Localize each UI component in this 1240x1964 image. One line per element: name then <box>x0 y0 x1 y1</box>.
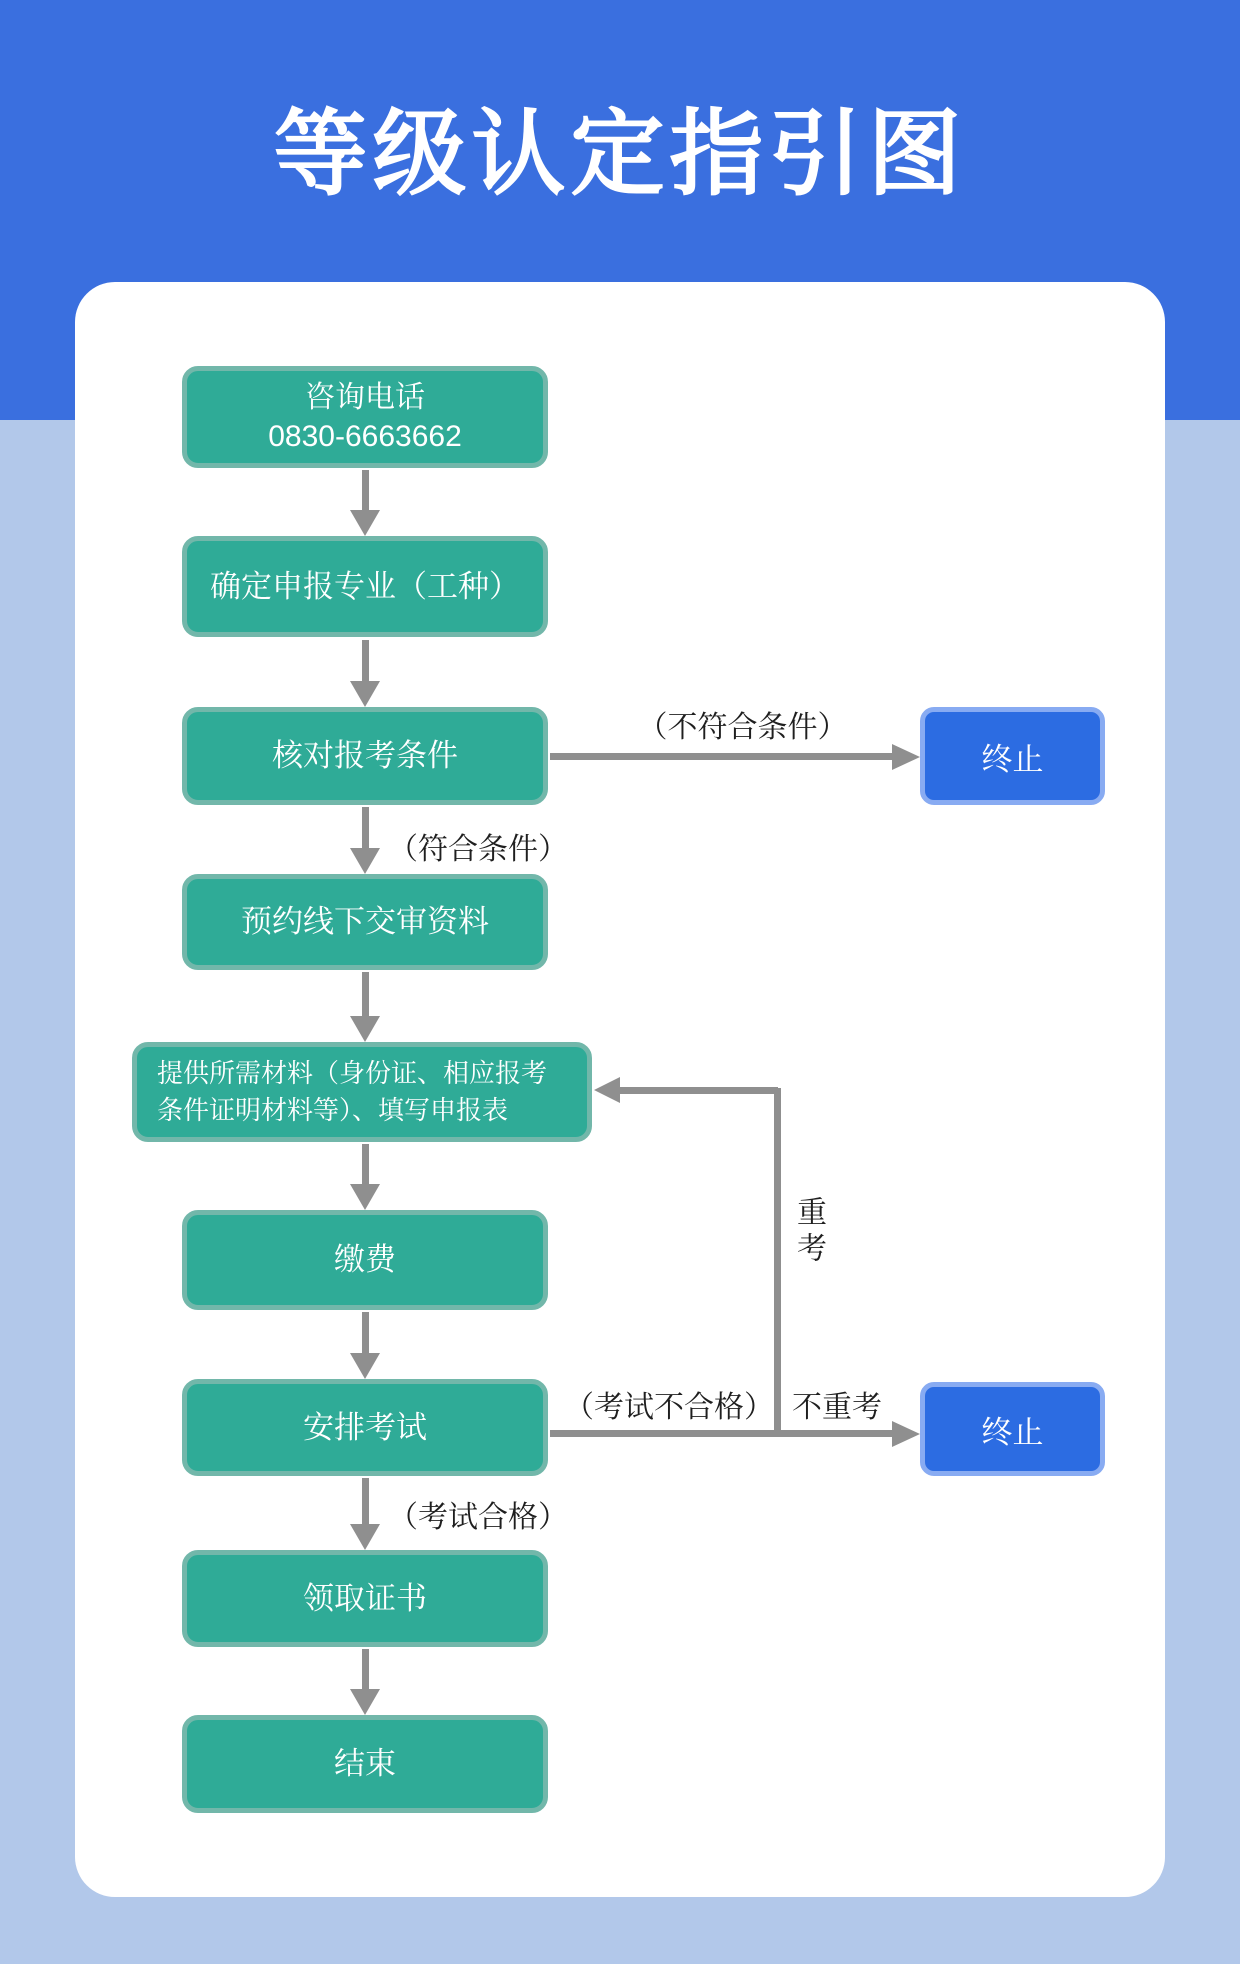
phone-number: 0830-6663662 <box>268 420 462 453</box>
node-determine-specialty: 确定申报专业（工种） <box>182 536 548 637</box>
arrow-line <box>362 1144 369 1184</box>
arrow-head <box>594 1077 620 1103</box>
node-payment: 缴费 <box>182 1210 548 1310</box>
edge-label-qualified: （符合条件） <box>388 833 568 866</box>
node-appointment-review: 预约线下交审资料 <box>182 874 548 970</box>
node-consultation-phone <box>182 366 548 468</box>
arrow-line-horizontal <box>616 1087 778 1094</box>
edge-label-exam-passed: （考试合格） <box>388 1501 568 1534</box>
arrow-head <box>892 1421 920 1447</box>
arrow-head <box>350 1353 380 1379</box>
edge-label-exam-failed: （考试不合格） <box>564 1391 774 1424</box>
arrow-line <box>362 470 369 512</box>
arrow-line <box>362 807 369 848</box>
node-consultation-phone-text <box>268 378 462 456</box>
node-arrange-exam: 安排考试 <box>182 1379 548 1476</box>
arrow-line <box>550 753 896 760</box>
edge-label-no-retake: 不重考 <box>792 1391 882 1424</box>
phone-title: 咨询电话 <box>305 381 425 414</box>
arrow-line <box>362 1478 369 1524</box>
arrow-line <box>550 1430 896 1437</box>
arrow-line <box>362 640 369 681</box>
arrow-line <box>362 1649 369 1689</box>
arrow-head <box>350 1016 380 1042</box>
arrow-line <box>362 972 369 1016</box>
node-terminate-2: 终止 <box>920 1382 1105 1476</box>
edge-label-not-qualified: （不符合条件） <box>637 711 848 744</box>
node-terminate-1: 终止 <box>920 707 1105 805</box>
node-check-conditions: 核对报考条件 <box>182 707 548 805</box>
arrow-head <box>350 681 380 707</box>
arrow-head <box>350 1184 380 1210</box>
arrow-head <box>350 1689 380 1715</box>
arrow-head <box>892 744 920 770</box>
arrow-head <box>350 848 380 874</box>
arrow-line <box>362 1312 369 1353</box>
node-end: 结束 <box>182 1715 548 1813</box>
node-provide-materials: 提供所需材料（身份证、相应报考条件证明材料等）、填写申报表 <box>132 1042 592 1142</box>
edge-label-retake: 重考 <box>792 1196 825 1268</box>
arrow-line-vertical <box>774 1088 781 1433</box>
arrow-head <box>350 510 380 536</box>
page-title: 等级认定指引图 <box>273 101 967 206</box>
arrow-head <box>350 1524 380 1550</box>
node-get-certificate: 领取证书 <box>182 1550 548 1647</box>
